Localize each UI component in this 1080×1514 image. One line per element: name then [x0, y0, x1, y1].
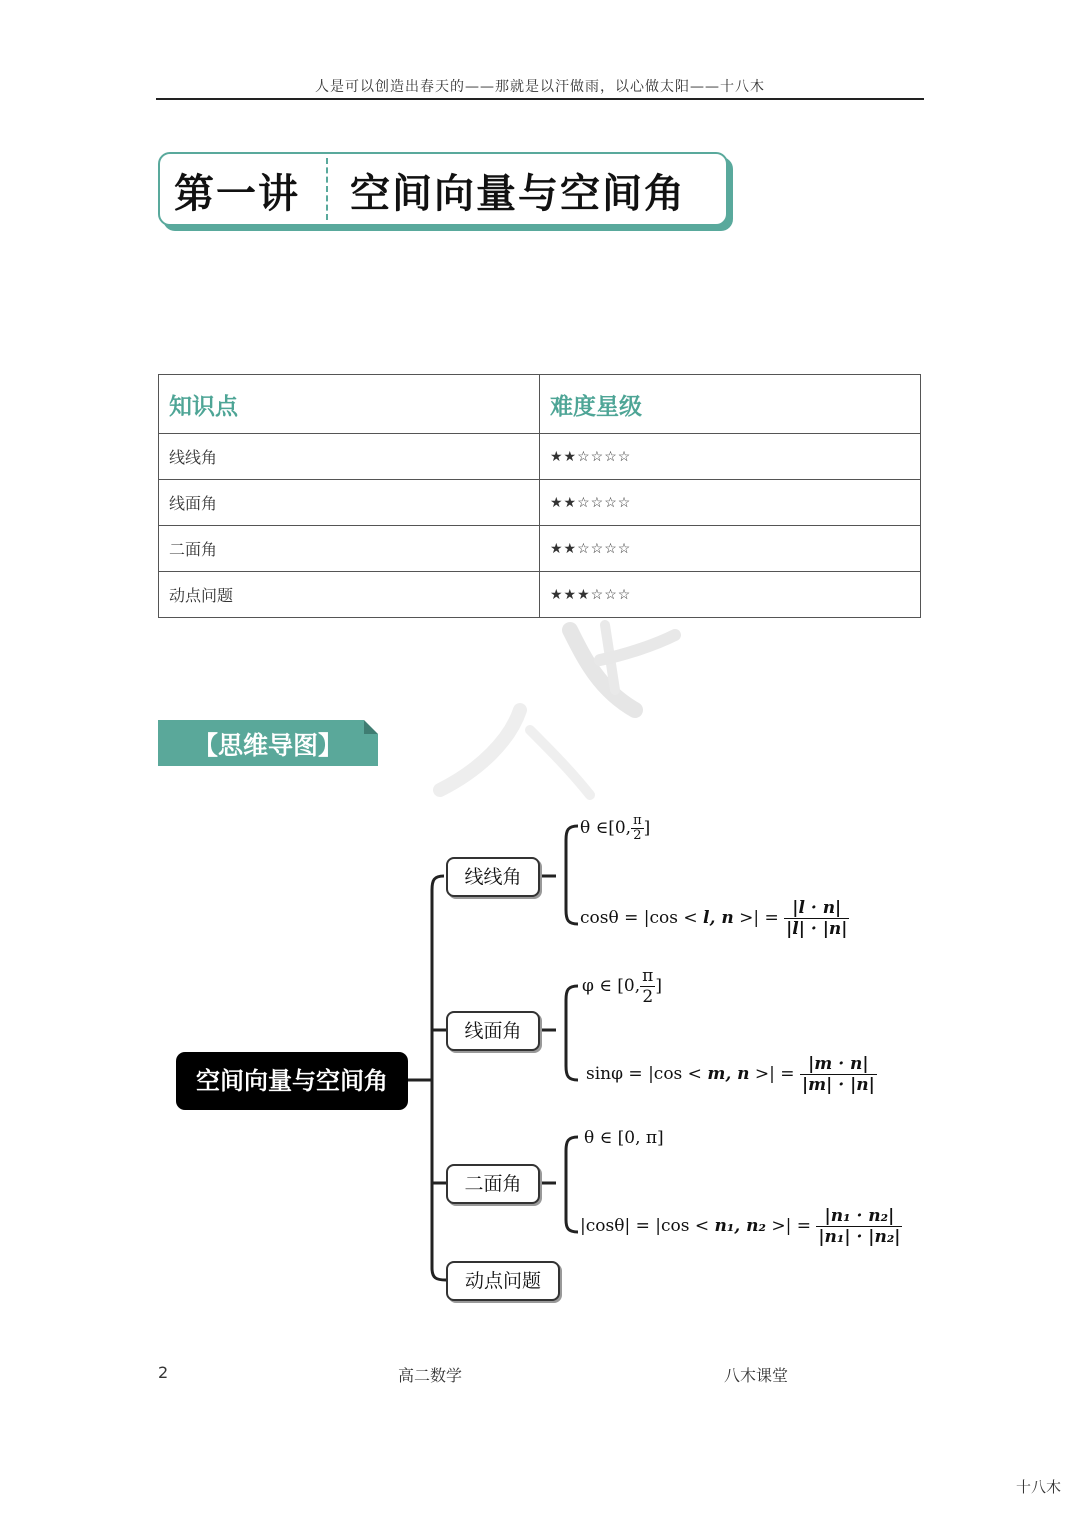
- formula-vectors: m, n: [707, 1064, 750, 1084]
- mindmap-root-node: 空间向量与空间角: [176, 1052, 408, 1110]
- fraction-denominator: |l| · |n|: [786, 919, 848, 939]
- pi-half-fraction: [631, 814, 644, 843]
- formula-mid: >| =: [749, 1064, 800, 1084]
- formula-lhs: |cosθ| = |cos <: [580, 1216, 715, 1236]
- formula-fraction: [816, 1206, 902, 1247]
- range-formula-line-plane: [582, 966, 662, 1007]
- range-formula-dihedral: [584, 1128, 664, 1148]
- topic-cell: 线面角: [159, 480, 540, 526]
- formula-vectors: n₁, n₂: [714, 1216, 766, 1236]
- fraction-numerator: |l · n|: [784, 898, 849, 919]
- difficulty-stars: ★★★☆☆☆: [540, 572, 921, 618]
- range-close: ]: [655, 976, 662, 996]
- column-header-topic: 知识点: [159, 375, 540, 434]
- mindmap-section-label: 【思维导图】: [192, 731, 343, 760]
- fraction-numerator: |n₁ · n₂|: [816, 1206, 902, 1227]
- cos-formula-line-line: [580, 898, 849, 939]
- fraction-denominator: |n₁| · |n₂|: [818, 1227, 901, 1247]
- sin-formula-line-plane: [586, 1054, 877, 1095]
- difficulty-stars: ★★☆☆☆☆: [540, 480, 921, 526]
- topic-cell: 动点问题: [159, 572, 540, 618]
- fraction-denominator: 2: [642, 987, 654, 1007]
- footer-brand: 八木课堂: [724, 1366, 789, 1385]
- header-quote: 人是可以创造出春天的——那就是以汗做雨，以心做太阳——十八木: [315, 79, 765, 95]
- difficulty-stars: ★★☆☆☆☆: [540, 526, 921, 572]
- fraction-denominator: |m| · |n|: [801, 1075, 875, 1095]
- topic-cell: 线线角: [159, 434, 540, 480]
- formula-mid: >| =: [733, 908, 785, 928]
- range-text: θ ∈[0,: [580, 818, 632, 838]
- fraction-numerator: π: [642, 966, 654, 986]
- branch-node-line-line-angle: 线线角: [446, 857, 540, 897]
- fraction-numerator: π: [633, 813, 642, 828]
- fraction-denominator: 2: [633, 828, 642, 843]
- range-formula-line-line: [580, 814, 650, 843]
- range-close: ]: [643, 818, 651, 838]
- formula-mid: >| =: [765, 1216, 817, 1236]
- branch-node-moving-point: 动点问题: [446, 1261, 560, 1301]
- formula-fraction: [784, 898, 849, 939]
- range-text: φ ∈ [0,: [582, 976, 641, 996]
- difficulty-stars: ★★☆☆☆☆: [540, 434, 921, 480]
- lecture-number: 第一讲: [174, 171, 300, 217]
- branch-node-line-plane-angle: 线面角: [446, 1011, 540, 1051]
- corner-signature: 十八木: [1016, 1478, 1062, 1496]
- topic-cell: 二面角: [159, 526, 540, 572]
- cos-formula-dihedral: [580, 1206, 902, 1247]
- pi-half-fraction: [640, 966, 655, 1007]
- column-header-difficulty: 难度星级: [540, 375, 921, 434]
- range-text: θ ∈ [0, π]: [584, 1128, 664, 1148]
- formula-vectors: l, n: [703, 908, 734, 928]
- lecture-topic: 空间向量与空间角: [350, 171, 686, 217]
- formula-lhs: cosθ = |cos <: [580, 908, 704, 928]
- footer-subject: 高二数学: [398, 1366, 463, 1385]
- fraction-numerator: |m · n|: [800, 1054, 877, 1075]
- formula-fraction: [800, 1054, 877, 1095]
- branch-node-dihedral-angle: 二面角: [446, 1164, 540, 1204]
- page-number: 2: [158, 1363, 169, 1382]
- formula-lhs: sinφ = |cos <: [586, 1064, 708, 1084]
